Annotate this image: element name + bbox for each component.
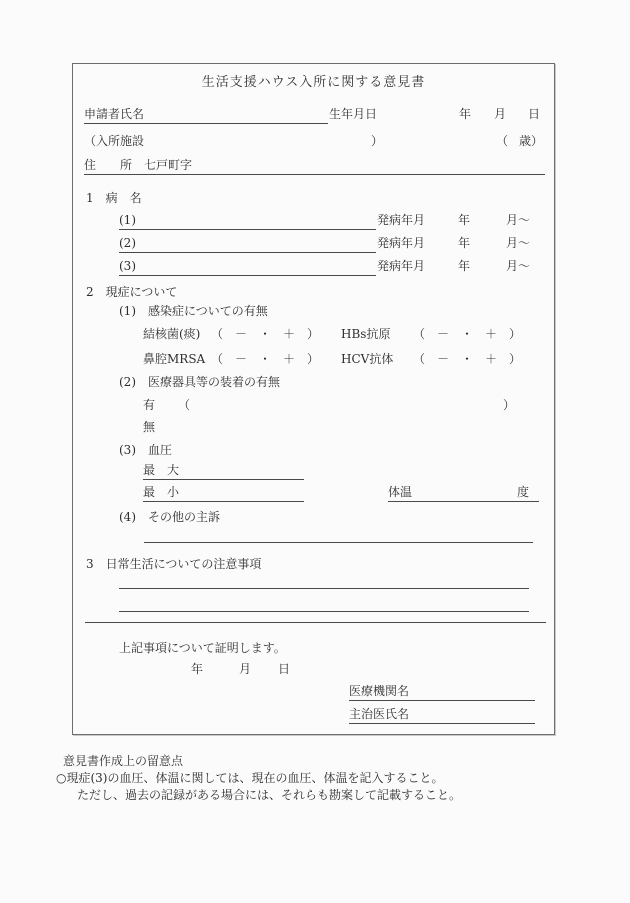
infection-tuberculosis-label: 結核菌(痰)	[143, 327, 201, 341]
bp-heading: (3) 血圧	[119, 443, 172, 457]
daily-life-line-1	[119, 575, 529, 589]
device-paren-close: ）	[503, 398, 516, 412]
infection-mrsa-options: （ － ・ ＋ ）	[211, 352, 320, 366]
device-yes-label: 有	[143, 398, 156, 412]
birthdate-month-label: 月	[494, 107, 507, 121]
bp-min-field	[143, 486, 304, 502]
notes-title: 意見書作成上の留意点	[63, 754, 184, 768]
form-box	[72, 63, 555, 735]
certify-statement: 上記事項について証明します。	[119, 641, 286, 655]
device-no-label: 無	[143, 420, 156, 434]
onset-year-label-2: 年	[458, 236, 471, 250]
disease-row-1-field	[119, 214, 376, 230]
disease-row-2-number: (2)	[119, 236, 136, 250]
separator-line	[85, 622, 546, 623]
infection-hcv-options: （ － ・ ＋ ）	[413, 352, 522, 366]
daily-life-line-2	[119, 598, 529, 612]
disease-heading: 1 病 名	[86, 191, 142, 205]
device-heading: (2) 医療器具等の装着の有無	[119, 375, 280, 389]
daily-life-heading: 3 日常生活についての注意事項	[86, 557, 262, 571]
infection-hbs-options: （ － ・ ＋ ）	[413, 327, 522, 341]
onset-label-2: 発病年月	[377, 236, 426, 250]
infection-hcv-label: HCV抗体	[341, 352, 394, 366]
page-title: 生活支援ハウス入所に関する意見書	[201, 75, 426, 90]
institution-field	[349, 685, 535, 701]
applicant-name-label: 申請者氏名	[84, 107, 145, 121]
infection-hbs-label: HBs抗原	[341, 327, 391, 341]
condition-heading: 2 現症について	[86, 285, 178, 299]
birthdate-label: 生年月日	[329, 107, 378, 121]
other-complaints-heading: (4) その他の主訴	[119, 510, 220, 524]
other-complaints-line	[144, 529, 533, 543]
doctor-field	[349, 708, 535, 724]
disease-row-3-field	[119, 260, 376, 276]
temperature-unit-label: 度	[516, 485, 529, 499]
infection-heading: (1) 感染症についての有無	[119, 304, 268, 318]
bp-max-label: 最 大	[143, 463, 180, 477]
applicant-name-field	[84, 108, 328, 124]
bp-max-field	[143, 464, 304, 480]
infection-tuberculosis-options: （ － ・ ＋ ）	[211, 327, 320, 341]
onset-year-label-3: 年	[458, 259, 471, 273]
birthdate-day-label: 日	[528, 107, 541, 121]
address-label: 住 所 七戸町字	[84, 158, 193, 172]
disease-row-2-field	[119, 237, 376, 253]
facility-label: （入所施設	[84, 134, 145, 148]
notes-line-1: ○現症(3)の血圧、体温に関しては、現在の血圧、体温を記入すること。	[56, 771, 444, 785]
address-field	[84, 159, 545, 175]
certify-month-label: 月	[239, 662, 252, 676]
infection-mrsa-label: 鼻腔MRSA	[143, 352, 206, 366]
doctor-label: 主治医氏名	[349, 707, 410, 721]
disease-row-1-number: (1)	[119, 213, 136, 227]
bp-min-label: 最 小	[143, 485, 180, 499]
birthdate-year-label: 年	[459, 107, 472, 121]
device-paren-open: （	[178, 398, 191, 412]
onset-label-3: 発病年月	[377, 259, 426, 273]
facility-close-paren: ）	[371, 134, 384, 148]
disease-row-3-number: (3)	[119, 259, 136, 273]
onset-label-1: 発病年月	[377, 213, 426, 227]
institution-label: 医療機関名	[349, 684, 410, 698]
temperature-label: 体温	[388, 485, 413, 499]
onset-month-label-1: 月～	[506, 213, 531, 227]
onset-month-label-2: 月～	[506, 236, 531, 250]
onset-year-label-1: 年	[458, 213, 471, 227]
age-label: 歳）	[519, 134, 544, 148]
notes-line-2: ただし、過去の記録がある場合には、それらも勘案して記載すること。	[77, 788, 462, 802]
onset-month-label-3: 月～	[506, 259, 531, 273]
temperature-field	[388, 486, 539, 502]
age-open-paren: （	[496, 134, 509, 148]
certify-year-label: 年	[191, 662, 204, 676]
certify-day-label: 日	[278, 662, 291, 676]
